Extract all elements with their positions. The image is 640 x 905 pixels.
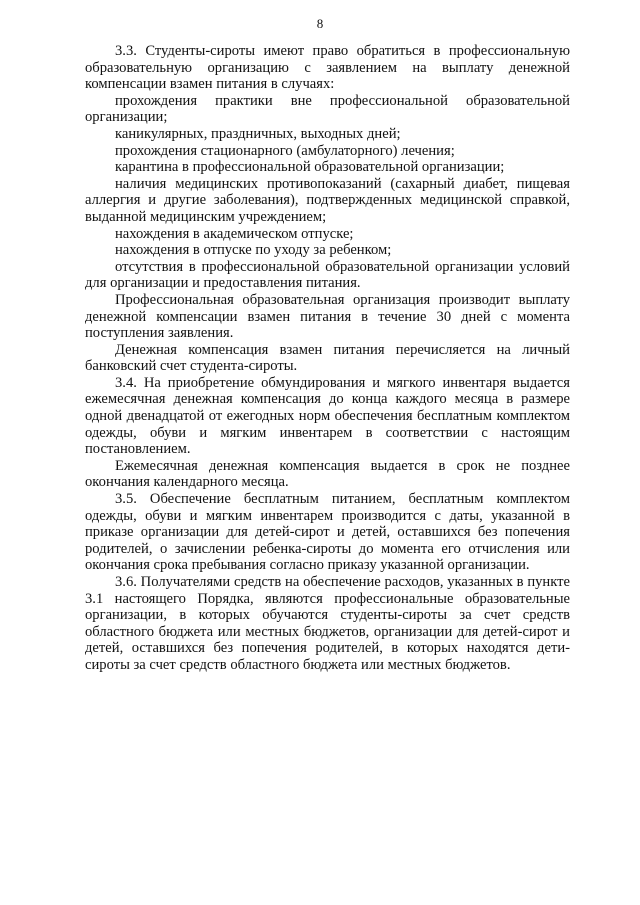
- list-item-practice: прохождения практики вне профессиональной образовательной организации;: [85, 92, 570, 126]
- list-item-holidays: каникулярных, праздничных, выходных дней;: [115, 125, 401, 142]
- list-item-quarantine: карантина в профессиональной образовательной организации;: [115, 159, 505, 176]
- paragraph-monthly-compensation: Ежемесячная денежная компенсация выдается в срок не позднее окончания календарного месяца.: [85, 457, 570, 491]
- paragraph-payment-term: Профессиональная образовательная организация производит выплату денежной компенсации взамен питания в течение 30 дней с момента поступления заявления.: [85, 291, 570, 342]
- paragraph-3-6: 3.6. Получателями средств на обеспечение расходов, указанных в пункте 3.1 настоящего Порядка, являются профессиональные образовательные организации, в которых обучаются студенты-сироты за счет средств областного бюджета или местных бюджетов, организации для детей-сирот и детей, оставшихся без попечения родителей, в которых находятся дети-сироты за счет средств областного бюджета или местных бюджетов.: [85, 574, 570, 673]
- list-item-contraindications: наличия медицинских противопоказаний (сахарный диабет, пищевая аллергия и другие заболевания), подтвержденных медицинской справкой, выданной медицинским учреждением;: [85, 175, 570, 225]
- paragraph-3-4: 3.4. На приобретение обмундирования и мягкого инвентаря выдается ежемесячная денежная компенсация до конца каждого месяца в размере одной двенадцатой от ежегодных норм обеспечения бесплатным комплектом одежды, обуви и мягким инвентарем в соответствии с настоящим постановлением.: [85, 374, 570, 458]
- page-number: 8: [316, 16, 324, 31]
- paragraph-3-3: 3.3. Студенты-сироты имеют право обратиться в профессиональную образовательную организацию с заявлением на выплату денежной компенсации взамен питания в случаях:: [85, 43, 570, 93]
- list-item-no-conditions: отсутствия в профессиональной образовательной организации условий для организации и предоставления питания.: [85, 258, 570, 292]
- list-item-parental-leave: нахождения в отпуске по уходу за ребенком;: [115, 242, 392, 259]
- paragraph-3-5: 3.5. Обеспечение бесплатным питанием, бесплатным комплектом одежды, обуви и мягким инвентарем производится с даты, указанной в приказе организации для детей-сирот и детей, оставшихся без попечения родителей, о зачислении ребенка-сироты до момента его отчисления или окончания срока пребывания согласно приказу указанной организации.: [85, 491, 570, 574]
- list-item-treatment: прохождения стационарного (амбулаторного) лечения;: [115, 142, 455, 159]
- document-body: [85, 43, 570, 674]
- paragraph-bank-account: Денежная компенсация взамен питания перечисляется на личный банковский счет студента-сироты.: [85, 341, 570, 375]
- list-item-academic-leave: нахождения в академическом отпуске;: [115, 225, 354, 242]
